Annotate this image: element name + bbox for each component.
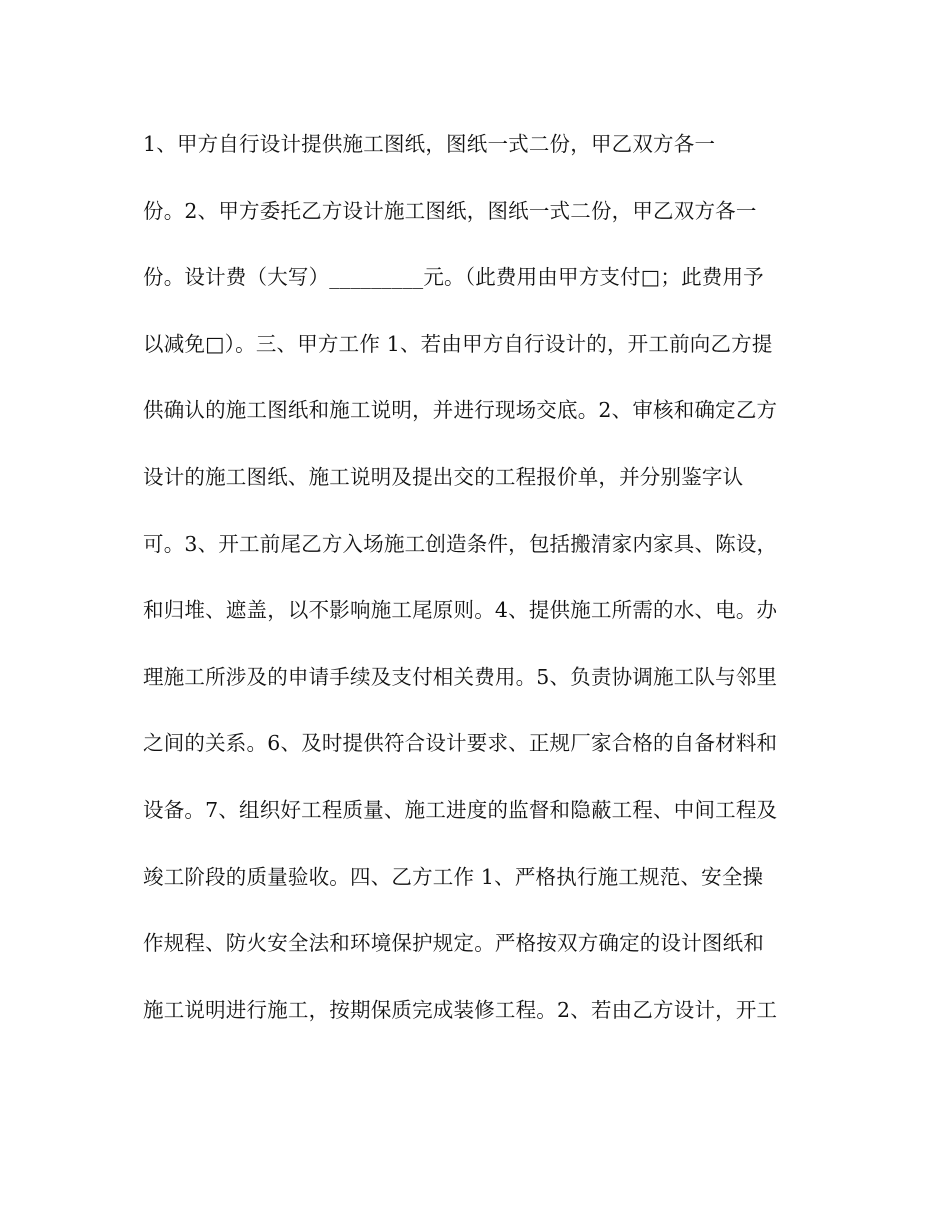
text-line: 可。3、开工前尾乙方入场施工创造条件，包括搬清家内家具、陈设， bbox=[143, 531, 778, 556]
text-line: 份。2、甲方委托乙方设计施工图纸，图纸一式二份，甲乙双方各一 bbox=[143, 198, 757, 223]
text-line: 设计的施工图纸、施工说明及提出交的工程报价单，并分别鉴字认 bbox=[143, 464, 744, 489]
body-text bbox=[143, 124, 823, 1056]
text-line: 施工说明进行施工，按期保质完成装修工程。2、若由乙方设计，开工 bbox=[143, 997, 778, 1022]
text-line: 之间的关系。6、及时提供符合设计要求、正规厂家合格的自备材料和 bbox=[143, 731, 778, 756]
text-line: 以减免□）。三、甲方工作 1、若由甲方自行设计的，开工前向乙方提 bbox=[143, 331, 773, 356]
text-line: 作规程、防火安全法和环境保护规定。严格按双方确定的设计图纸和 bbox=[143, 931, 764, 956]
text-line: 供确认的施工图纸和施工说明，并进行现场交底。2、审核和确定乙方 bbox=[143, 398, 778, 423]
text-line: 份。设计费（大写）_________元。（此费用由甲方支付□；此费用予 bbox=[143, 265, 764, 290]
text-line: 1、甲方自行设计提供施工图纸，图纸一式二份，甲乙双方各一 bbox=[143, 132, 716, 156]
text-line: 理施工所涉及的申请手续及支付相关费用。5、负责协调施工队与邻里 bbox=[143, 664, 778, 689]
text-line: 设备。7、组织好工程质量、施工进度的监督和隐蔽工程、中间工程及 bbox=[143, 797, 778, 822]
text-line: 竣工阶段的质量验收。四、乙方工作 1、严格执行施工规范、安全操 bbox=[143, 864, 764, 889]
text-line: 和归堆、遮盖，以不影响施工尾原则。4、提供施工所需的水、电。办 bbox=[143, 598, 778, 623]
